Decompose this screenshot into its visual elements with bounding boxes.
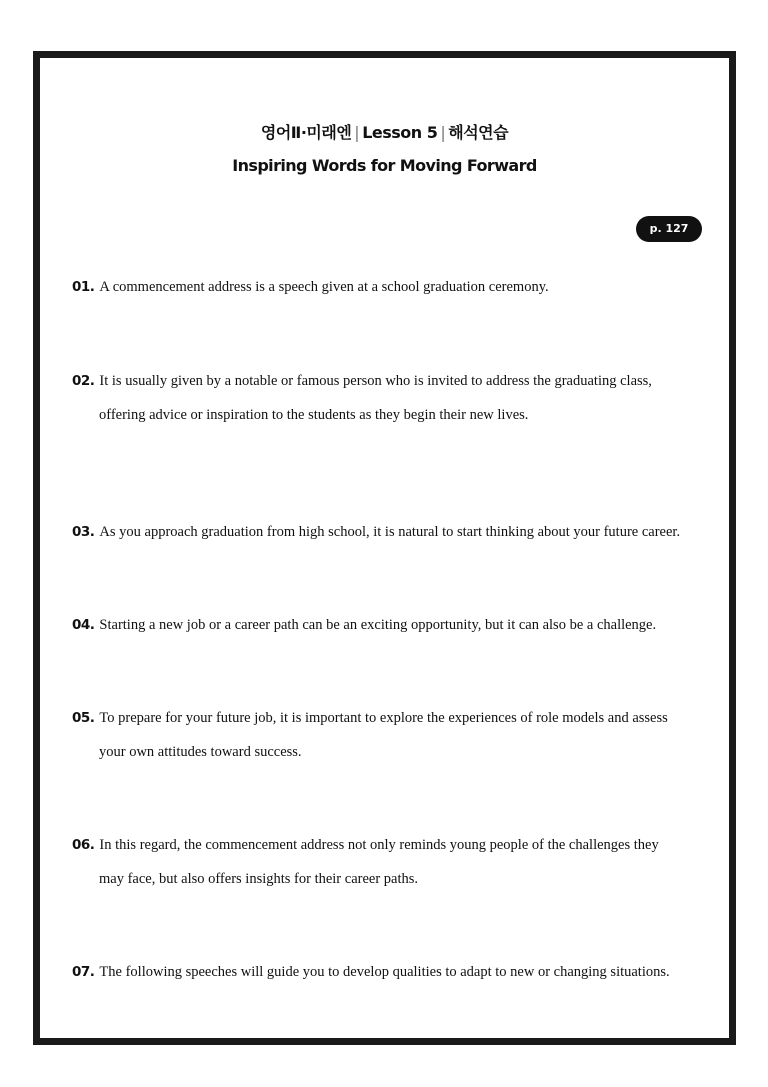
sentence-item-01 <box>72 270 708 304</box>
page-number-badge: p. 127 <box>636 216 702 242</box>
worksheet-subtitle: Inspiring Words for Moving Forward <box>232 156 537 175</box>
worksheet-header <box>40 122 729 177</box>
sentence-number: 02. <box>72 373 95 389</box>
sentence-text: The following speeches will guide you to develop qualities to adapt to new or changing situations. <box>99 964 670 980</box>
sentence-item-05 <box>72 701 708 769</box>
sentence-text: To prepare for your future job, it is important to explore the experiences of role models and assess <box>99 710 668 726</box>
sentence-number: 07. <box>72 964 95 980</box>
sentence-number: 03. <box>72 524 95 540</box>
sentence-number: 05. <box>72 710 95 726</box>
sentence-item-06 <box>72 828 708 896</box>
worksheet-frame <box>33 51 736 1045</box>
sentence-number: 04. <box>72 617 95 633</box>
sentence-text: In this regard, the commencement address not only reminds young people of the challenges they <box>99 837 659 853</box>
sentence-item-03 <box>72 515 708 549</box>
title-lesson: Lesson 5 <box>362 123 438 142</box>
title-separator: | <box>354 123 360 142</box>
sentence-item-07 <box>72 955 708 989</box>
sentence-text: As you approach graduation from high school, it is natural to start thinking about your future career. <box>99 524 681 540</box>
title-suffix: 해석연습 <box>448 123 509 142</box>
sentence-item-02 <box>72 364 708 432</box>
sentence-number: 06. <box>72 837 95 853</box>
title-prefix: 영어Ⅱ·미래엔 <box>260 123 352 142</box>
sentence-text-continued: your own attitudes toward success. <box>99 744 302 760</box>
sentence-text: A commencement address is a speech given at a school graduation ceremony. <box>99 279 549 295</box>
worksheet-title <box>40 122 729 144</box>
sentence-text: It is usually given by a notable or famous person who is invited to address the graduating class, <box>99 373 652 389</box>
sentence-number: 01. <box>72 279 95 295</box>
sentence-text-continued: may face, but also offers insights for their career paths. <box>99 871 419 887</box>
sentence-text-continued: offering advice or inspiration to the students as they begin their new lives. <box>99 407 529 423</box>
title-separator: | <box>440 123 446 142</box>
sentence-text: Starting a new job or a career path can be an exciting opportunity, but it can also be a challenge. <box>99 617 657 633</box>
sentence-item-04 <box>72 608 708 642</box>
